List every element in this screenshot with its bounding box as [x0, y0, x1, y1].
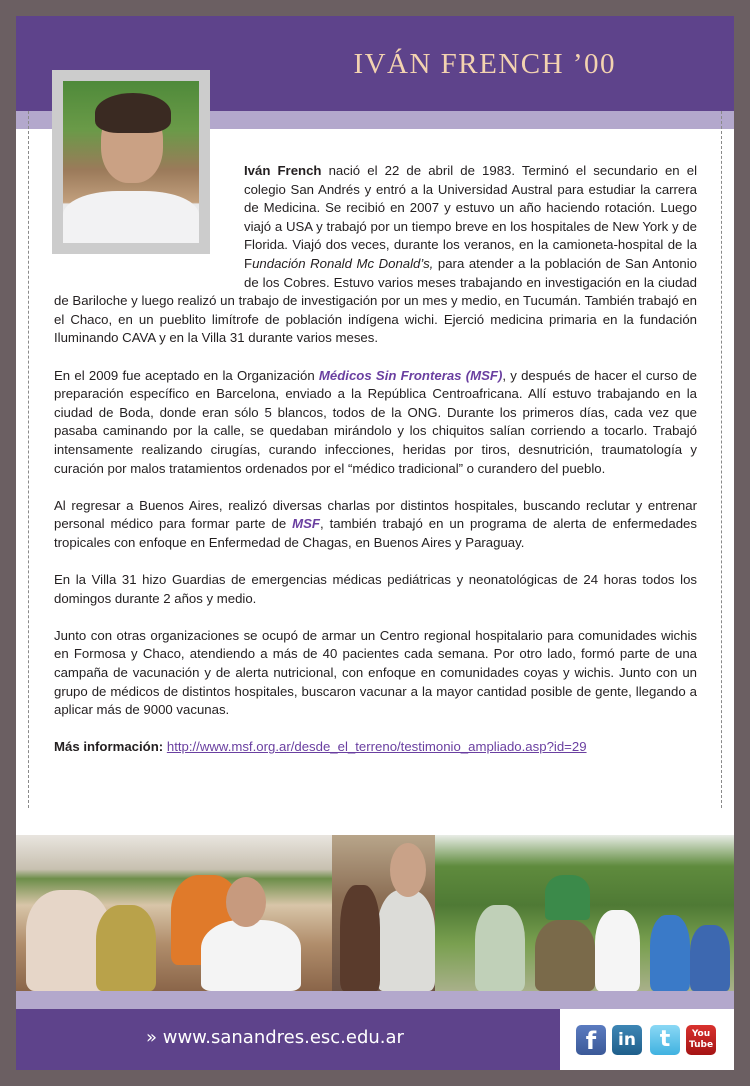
figure	[226, 877, 266, 927]
more-info-link[interactable]: http://www.msf.org.ar/desde_el_terreno/testimonio_ampliado.asp?id=29	[166, 739, 587, 755]
twitter-icon[interactable]: t	[650, 1025, 680, 1055]
photo-strip	[16, 835, 734, 991]
page	[16, 16, 734, 1070]
youtube-icon-top: You	[691, 1029, 711, 1039]
dashed-guide-left	[28, 111, 29, 808]
figure	[650, 915, 690, 991]
bio-text: Al regresar a Buenos Aires, realizó diversas charlas por distintos hospitales, buscando reclutar y entrenar personal médico para formar parte de	[54, 497, 697, 532]
figure	[340, 885, 380, 991]
photo-group-children	[435, 835, 734, 991]
person-name: Iván French	[244, 163, 322, 178]
bio-paragraph-1	[54, 162, 697, 348]
dashed-guide-right	[721, 111, 722, 808]
figure	[690, 925, 730, 991]
figure	[475, 905, 525, 991]
bio-paragraph-5: Junto con otras organizaciones se ocupó de armar un Centro regional hospitalario para comunidades wichis en Formosa y Chaco, atendiendo a más de 40 pacientes cada semana. Por otro lado, formó parte de una campaña de vacunación y de alerta nutricional, con enfoque en comunidades coyas y wichis. Junto con un grupo de médicos de distintos hospitales, buscaron vacunar a la mayor cantidad posible de gente, llegando a aplicar más de 9000 vacunas.	[54, 627, 697, 718]
org-name-msf: Médicos Sin Fronteras (MSF)	[318, 367, 503, 383]
bio-text: , y después de hacer el curso de preparación específico en Barcelona, enviado a la República Centroafricana. Allí estuvo trabajando en la ciudad de Boda, donde eran sólo 5 blancos, todos de la ONG. Durante los primeros días, cada vez que pasaba caminando por la calle, se quedaban mirándolo y los chiquitos salían corriendo a tocarlo. Trabajó intensamente realizando cirugías, curando infecciones, heridas por tiros, desnutrición, traumatología y curación por malos tratamientos ordenados por el “médico tradicional” o curandero del pueblo.	[54, 367, 698, 476]
facebook-icon[interactable]: f	[576, 1025, 606, 1055]
page-title: IVÁN FRENCH ’00	[353, 48, 616, 80]
bio-text: para atender a la población de San Antonio de los Cobres. Estuvo varios meses trabajando en investigación en la ciudad de Bariloche y luego realizó un trabajo de investigación por un mes y medio, en Tucumán. También trabajó en el Chaco, en un pueblito limítrofe de población indígena wichi. Ejerció medicina primaria en la fundación Iluminando CAVA y en la Villa 31 durante varios meses.	[54, 255, 697, 346]
biography	[54, 162, 697, 776]
footer-banner	[16, 1009, 560, 1070]
photo-with-children	[332, 835, 435, 991]
photo-spacer	[54, 162, 244, 274]
portrait-hair	[95, 93, 171, 133]
bio-paragraph-3	[54, 497, 697, 553]
more-info-label: Más información:	[54, 739, 164, 755]
social-links	[560, 1009, 734, 1070]
more-info	[54, 738, 697, 757]
figure	[535, 920, 595, 991]
figure	[545, 875, 590, 920]
linkedin-icon[interactable]: in	[612, 1025, 642, 1055]
bio-text: nació el 22 de abril de 1983. Terminó el secundario en el colegio San Andrés y entró a la Universidad Austral para estudiar la carrera de Medicina. Se recibió en 2007 y estuvo un año haciendo rotación. Luego viajó a USA y trabajó por un tiempo breve en los hospitales de New York y de Florida. Viajó dos veces, durante los veranos, en la camioneta-hospital de la F	[244, 163, 697, 271]
figure	[96, 905, 156, 991]
bio-paragraph-2	[54, 367, 697, 479]
figure	[201, 920, 301, 991]
photo-village-clinic	[16, 835, 332, 991]
youtube-icon[interactable]	[686, 1025, 716, 1055]
footer-accent-band	[16, 991, 734, 1009]
bio-text: , también trabajó en un programa de alerta de enfermedades tropicales con enfoque en Enfermedad de Chagas, en Buenos Aires y Paraguay.	[54, 516, 697, 550]
figure	[390, 843, 426, 897]
bio-paragraph-4: En la Villa 31 hizo Guardias de emergencias médicas pediátricas y neonatológicas de 24 horas todos los domingos durante 2 años y medio.	[54, 572, 697, 606]
bio-text: En el 2009 fue aceptado en la Organización	[54, 367, 319, 383]
figure	[595, 910, 640, 991]
figure	[377, 890, 435, 991]
org-abbrev-msf: MSF	[292, 516, 320, 532]
foundation-name: undación Ronald Mc Donald’s,	[252, 255, 434, 271]
website-link[interactable]: » www.sanandres.esc.edu.ar	[146, 1027, 404, 1048]
youtube-icon-bottom: Tube	[688, 1040, 714, 1050]
